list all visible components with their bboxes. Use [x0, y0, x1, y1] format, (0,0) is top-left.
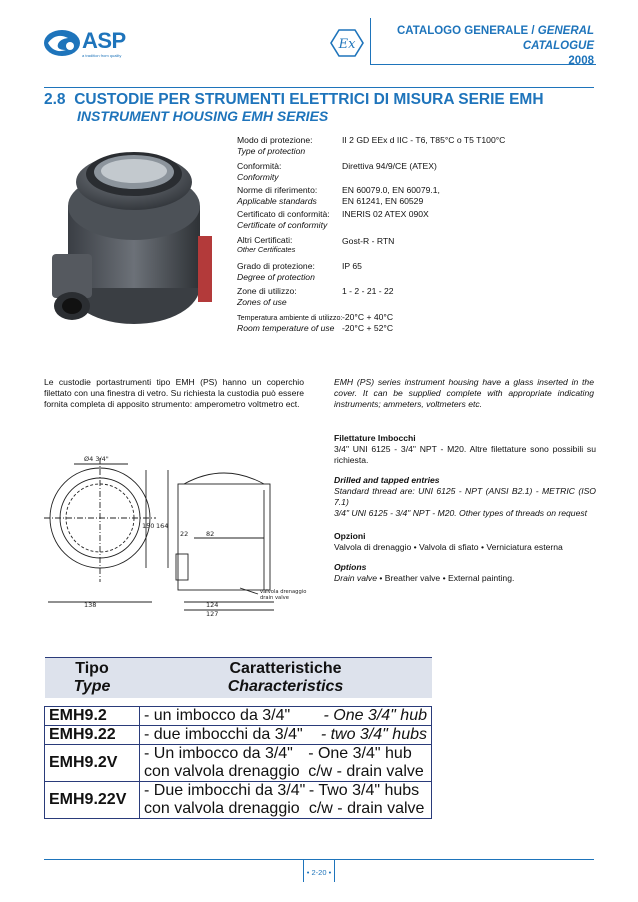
page-number: • 2-20 • [306, 868, 332, 877]
title-rule [44, 87, 594, 88]
dim-82: 82 [206, 530, 215, 538]
spec-label-it: Modo di protezione: [237, 135, 313, 145]
options-heading-it: Opzioni [334, 531, 366, 541]
header-divider [370, 18, 371, 64]
dim-diameter: Ø4 3/4" [84, 455, 109, 463]
section-title-it: CUSTODIE PER STRUMENTI ELETTRICI DI MISURA SERIE EMH [74, 91, 544, 108]
threads-heading-en: Drilled and tapped entries [334, 475, 440, 485]
spec-label-it: Zone di utilizzo: [237, 286, 297, 296]
threads-text-it: 3/4" UNI 6125 - 3/4" NPT - M20. Altre filettature sono possibili su richiesta. [334, 444, 596, 465]
table-row [45, 782, 432, 819]
row-code: EMH9.22V [45, 782, 140, 819]
col-characteristics-header: Caratteristiche Characteristics [140, 658, 432, 699]
section-title-en: INSTRUMENT HOUSING EMH SERIES [77, 108, 329, 124]
row-code: EMH9.2 [45, 707, 140, 726]
description-en: EMH (PS) series instrument housing have a glass inserted in the cover. It can be supplied complete with appropriate indicating instruments; ammeters, voltmeters etc. [334, 377, 594, 409]
spec-value: EN 60079.0, EN 60079.1, [342, 185, 440, 195]
catalogue-year: 2008 [568, 55, 594, 67]
spec-label-en: Certificate of conformity [237, 220, 328, 230]
dim-124: 124 [206, 601, 219, 609]
spec-value: II 2 GD EEx d IIC - T6, T85°C o T5 T100°C [342, 135, 506, 145]
dim-138: 138 [84, 601, 97, 609]
dim-164: 164 [156, 522, 169, 530]
row-desc-en: - One 3/4" hub [323, 707, 427, 724]
spec-label-en: Room temperature of use [237, 323, 335, 333]
catalogue-it: CATALOGO GENERALE / [396, 25, 535, 37]
row-code: EMH9.22 [45, 726, 140, 745]
options-text-en-a: Drain valve [334, 573, 377, 583]
asp-logo [42, 26, 142, 62]
section-title [44, 91, 544, 109]
note-drain-en: drain valve [260, 595, 289, 601]
spec-value: Direttiva 94/9/CE (ATEX) [342, 161, 437, 171]
spec-label-it: Certificato di conformità: [237, 209, 330, 219]
row-desc-it: - Due imbocchi da 3/4" con valvola drenaggio [144, 782, 306, 817]
section-number: 2.8 [44, 91, 66, 108]
table-row [45, 745, 432, 782]
spec-label-en: Type of protection [237, 146, 306, 156]
spec-label-en: Other Certificates [237, 245, 296, 254]
spec-label-en: Zones of use [237, 297, 287, 307]
asp-logo-mark-icon [42, 26, 82, 60]
product-table [44, 657, 432, 819]
spec-label-it: Grado di protezione: [237, 261, 315, 271]
spec-value: INERIS 02 ATEX 090X [342, 209, 429, 219]
dim-127: 127 [206, 610, 219, 618]
threads-text-en-1: Standard thread are: UNI 6125 - NPT (ANSI B2.1) - METRIC (ISO 7.1) [334, 486, 596, 507]
catalogue-heading [378, 24, 594, 69]
technical-drawing [44, 450, 332, 624]
page-number-box [303, 860, 335, 882]
row-desc-en: - two 3/4" hubs [320, 726, 427, 743]
table-row [45, 707, 432, 726]
options-heading-en: Options [334, 562, 367, 572]
product-photo [46, 136, 216, 336]
row-desc-it: - due imbocchi da 3/4" [144, 726, 303, 743]
spec-label-en: Applicable standards [237, 196, 317, 206]
logo-subtitle: a tradition from quality [82, 53, 122, 58]
spec-value: 1 - 2 - 21 - 22 [342, 286, 394, 296]
ex-hexagon-icon [330, 28, 364, 58]
spec-label-it: Conformità: [237, 161, 282, 171]
threads-and-options [334, 433, 596, 584]
svg-text:Ex: Ex [338, 37, 356, 52]
spec-label-it: Temperatura ambiente di utilizzo: [237, 313, 343, 322]
row-desc-en: - One 3/4" hub c/w - drain valve [308, 745, 424, 780]
spec-value-2: EN 61241, EN 60529 [342, 196, 424, 206]
spec-value: -20°C + 40°C [342, 312, 394, 322]
threads-heading-it: Filettature Imbocchi [334, 433, 416, 443]
dim-150: 150 [142, 522, 155, 530]
row-desc-it: - Un imbocco da 3/4" con valvola drenaggio [144, 745, 300, 780]
spec-label-en: Degree of protection [237, 272, 315, 282]
spec-label-it: Altri Certificati: [237, 235, 293, 245]
row-code: EMH9.2V [45, 745, 140, 782]
threads-text-en-2: 3/4" UNI 6125 - 3/4" NPT - M20. Other types of threads on request [334, 508, 588, 518]
spec-value: IP 65 [342, 261, 362, 271]
row-desc-en: - Two 3/4" hubs c/w - drain valve [308, 782, 425, 817]
options-text-it: Valvola di drenaggio • Valvola di sfiato • Verniciatura esterna [334, 542, 563, 552]
spec-label-en: Conformity [237, 172, 279, 182]
table-row [45, 726, 432, 745]
spec-label-it: Norme di riferimento: [237, 185, 318, 195]
row-desc-it: - un imbocco da 3/4" [144, 707, 291, 724]
logo-text: ASP [82, 28, 126, 53]
description-it: Le custodie portastrumenti tipo EMH (PS) hanno un coperchio filettato con una finestra di vetro. Su richiesta la custodia può essere fornita completa di apposito strumento: amperometro voltmetro ect. [44, 377, 304, 409]
dim-22: 22 [180, 530, 189, 538]
note-drain-it: valvola drenaggio [260, 589, 307, 595]
spec-value: Gost-R - RTN [342, 236, 395, 246]
col-type-header: Tipo Type [45, 658, 140, 699]
options-text-en-b: • Breather valve • External painting. [377, 573, 515, 583]
spec-value-2: -20°C + 52°C [342, 323, 394, 333]
catalogue-en: GENERAL CATALOGUE [522, 25, 594, 52]
